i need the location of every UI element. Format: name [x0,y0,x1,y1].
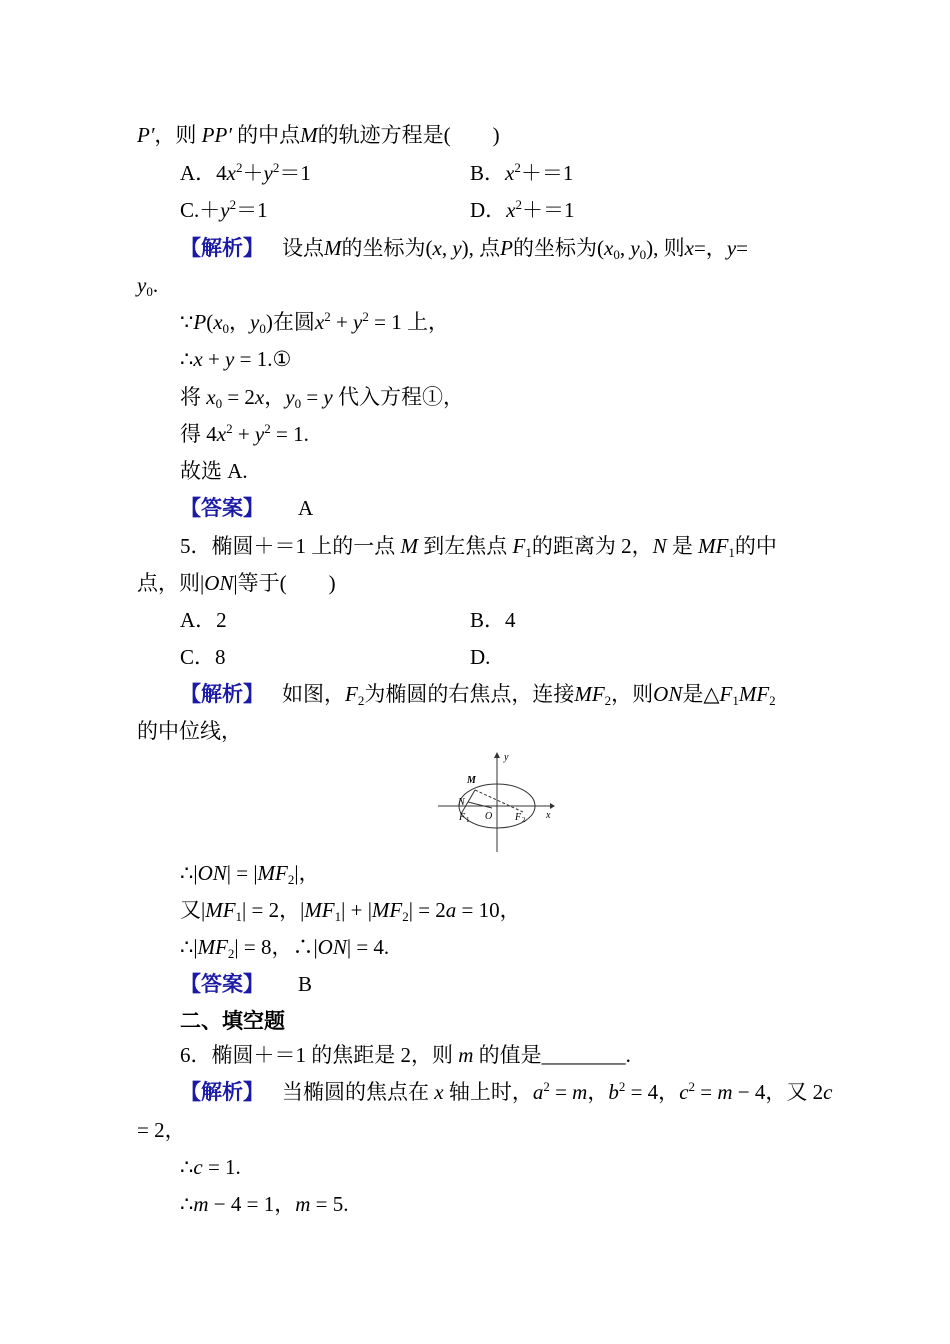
q5-option-b: B．4 [470,608,516,632]
q4-analysis-line-1: 【解析】 设点M的坐标为(x, y), 点P的坐标为($x_0$, $y_0$), 则x=，y= [180,236,748,262]
q5-analysis-line-2: 的中位线， [137,719,242,743]
analysis-tag: 【解析】 [180,1080,264,1104]
q4-analysis-line-4: ∴x + y = 1.① [180,347,292,371]
q4-analysis-line-5: 将 $x_0 = 2x$，$y_0 = y$ 代入方程①， [180,385,464,411]
q5-option-c: C．8 [180,645,226,669]
label-y: y [504,752,509,763]
q5-analysis-line-4: 又$|MF_1| = 2$，$|MF_1| + |MF_2| = 2a = 10$， [180,898,521,924]
q5-stem-line-2: 点，则|ON|等于( ) [137,571,336,595]
label-O: O [485,811,493,822]
analysis-tag: 【解析】 [180,236,264,260]
q4-analysis-line-7: 故选 A. [180,459,248,483]
label-F1: F [459,812,466,823]
label-F2-sub: 2 [522,816,526,824]
q5-analysis-line-5: $\therefore|MF_2| = 8$，∴|ON| = 4. [180,935,390,961]
q6-analysis-line-3: ∴c = 1. [180,1155,241,1179]
q5-analysis-line-3: ∴|ON| = $|MF_2|$， [180,861,320,887]
q6-analysis-line-1: 【解析】 当椭圆的焦点在 x 轴上时，$a^2 = m$，$b^2 = 4$，$c^2 = m - 4$，又 2c [180,1079,833,1104]
q6-analysis-line-2: = 2， [137,1118,186,1142]
q4-option-a: A．$4x^2+y^2=1$ [180,160,311,185]
q4-answer: 【答案】 A [180,496,314,520]
q5-stem-line-1: 5．椭圆＋＝1 上的一点 M 到左焦点 $F_1$的距离为 2，N 是 $MF_1$的中 [180,534,777,560]
q4-analysis-line-3: $\because P(x_0$，$y_0$)在圆$x^2 + y^2 = 1$ 上， [180,309,449,336]
segment-ON [468,802,492,808]
q4-analysis-line-2: $y_0$. [137,273,159,299]
answer-tag: 【答案】 [180,972,264,996]
x-axis-arrow [550,803,555,809]
label-F1-sub: 1 [466,816,470,824]
segment-MF2-dashed [475,790,523,812]
label-F2: F [515,812,522,823]
q5-option-d: D. [470,645,491,669]
y-axis-arrow [494,752,500,758]
q6-analysis-line-4: ∴m − 4 = 1，m = 5. [180,1192,349,1216]
q4-stem-continuation: P′，则 PP′ 的中点M的轨迹方程是( ) [137,123,500,147]
answer-tag: 【答案】 [180,496,264,520]
label-x: x [546,810,551,821]
analysis-tag: 【解析】 [180,682,264,706]
q6-stem: 6．椭圆＋＝1 的焦距是 2，则 m 的值是________. [180,1043,631,1067]
ellipse-figure [436,748,560,854]
q4-option-b: B．$x^2+=1$ [470,160,574,185]
q5-option-a: A．2 [180,608,227,632]
label-N: N [458,797,465,808]
q4-analysis-line-6: 得 $4x^2 + y^2 = 1$. [180,421,309,446]
section-heading: 二、填空题 [180,1009,285,1033]
q5-analysis-line-1: 【解析】 如图，$F_2$为椭圆的右焦点，连接$MF_2$，则ON是$\triangle F_1MF_2$ [180,682,776,708]
label-M: M [467,775,476,786]
q4-option-c: $C.+y^2=1$ [180,197,268,222]
q5-answer: 【答案】 B [180,972,313,996]
q4-option-d: D．$x^2+=1$ [470,197,575,222]
